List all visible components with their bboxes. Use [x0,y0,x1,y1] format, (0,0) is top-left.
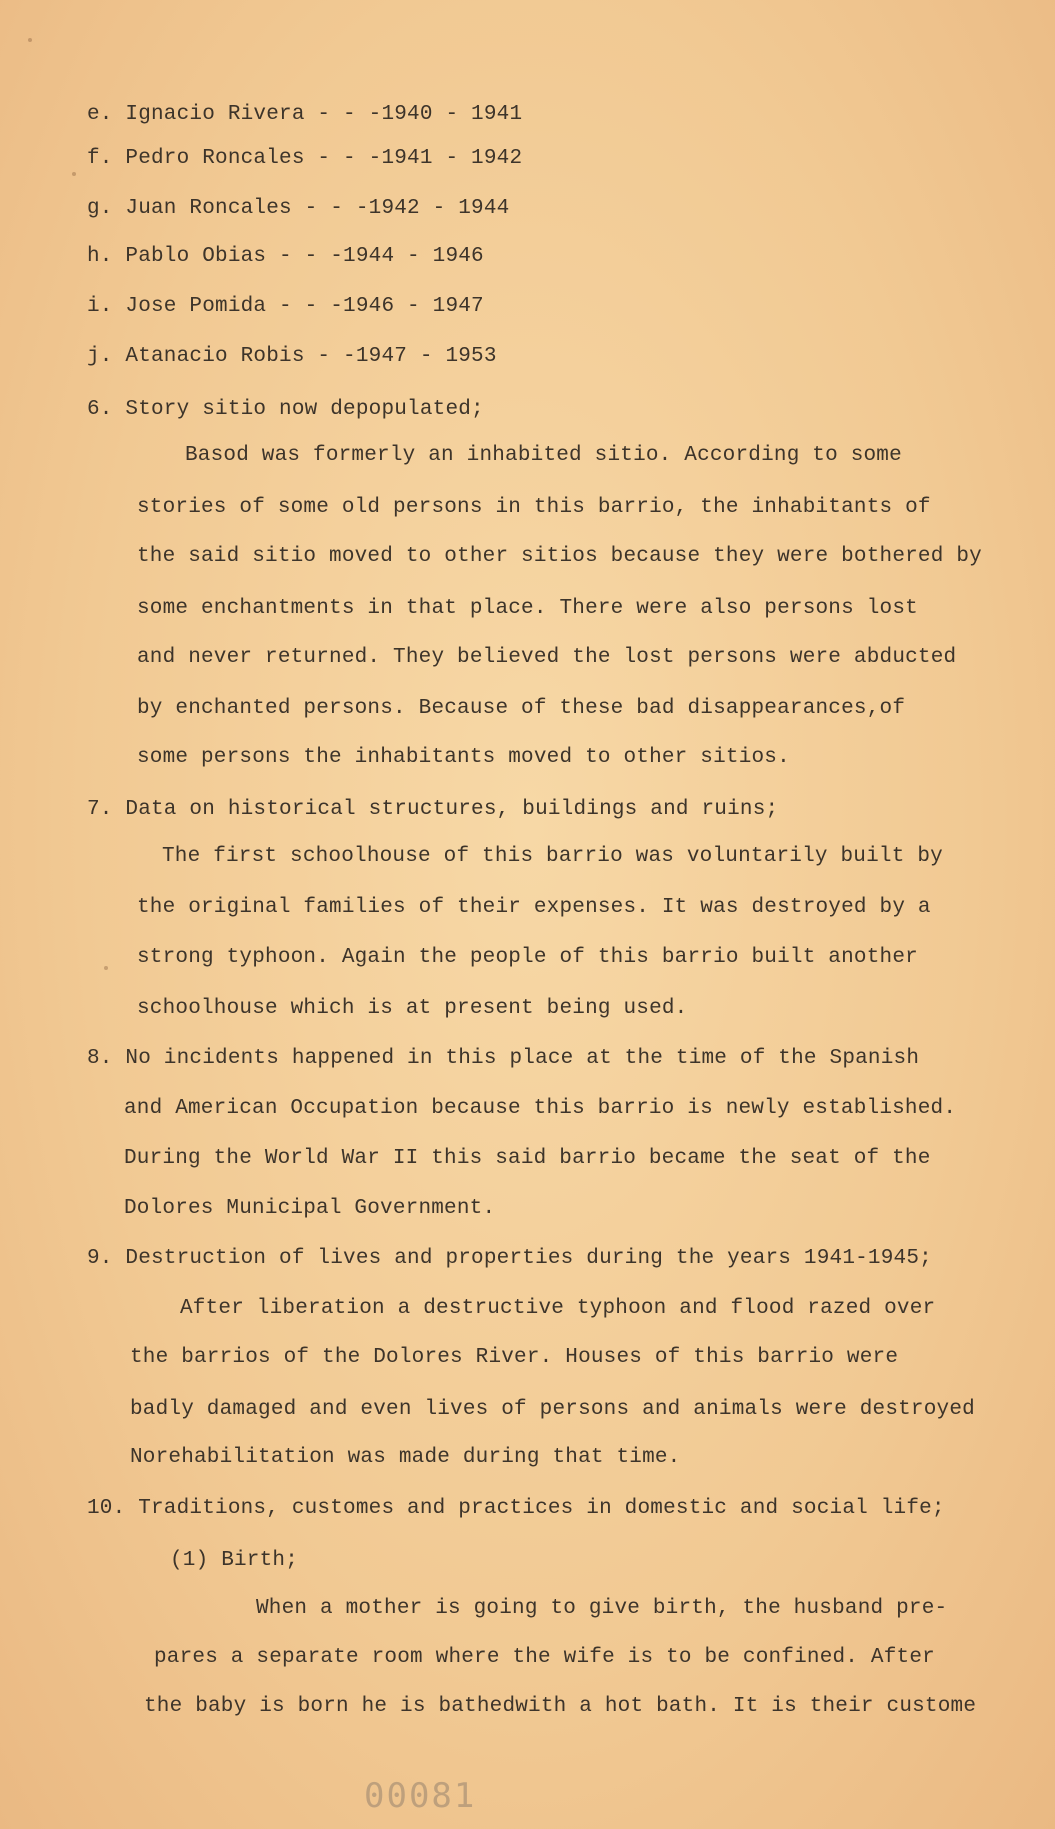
officer-line-f: f. Pedro Roncales - - -1941 - 1942 [87,147,523,170]
section-heading-9: 9. Destruction of lives and properties during the years 1941-1945; [87,1247,932,1270]
paragraph-line: Norehabilitation was made during that time. [130,1446,681,1469]
paragraph-line: by enchanted persons. Because of these bad disappearances,of [137,697,906,720]
paragraph-line: and American Occupation because this barrio is newly established. [124,1097,957,1120]
page-number-stamp: 00081 [364,1776,477,1816]
section-heading-10: 10. Traditions, customes and practices in domestic and social life; [87,1497,945,1520]
paragraph-line: strong typhoon. Again the people of this barrio built another [137,946,918,969]
paragraph-line: After liberation a destructive typhoon and flood razed over [180,1297,936,1320]
paragraph-line: the barrios of the Dolores River. Houses of this barrio were [130,1346,899,1369]
officer-line-h: h. Pablo Obias - - -1944 - 1946 [87,245,484,268]
paragraph-line: some enchantments in that place. There were also persons lost [137,597,918,620]
section-heading-7: 7. Data on historical structures, buildings and ruins; [87,798,779,821]
paragraph-line: During the World War II this said barrio became the seat of the [124,1147,931,1170]
paragraph-line: some persons the inhabitants moved to other sitios. [137,746,790,769]
officer-line-g: g. Juan Roncales - - -1942 - 1944 [87,197,510,220]
paragraph-line: stories of some old persons in this barrio, the inhabitants of [137,496,931,519]
subheading-birth: (1) Birth; [170,1549,299,1572]
paragraph-line: the said sitio moved to other sitios because they were bothered by [137,545,982,568]
paragraph-line: the baby is born he is bathedwith a hot bath. It is their custome [144,1695,977,1718]
paragraph-line: badly damaged and even lives of persons and animals were destroyed [130,1398,975,1421]
paper-speck [28,38,32,42]
paper-speck [72,172,76,176]
paragraph-line: Basod was formerly an inhabited sitio. According to some [185,444,902,467]
section-heading-8: 8. No incidents happened in this place at the time of the Spanish [87,1047,920,1070]
paragraph-line: schoolhouse which is at present being used. [137,997,688,1020]
paper-speck [104,966,108,970]
officer-line-i: i. Jose Pomida - - -1946 - 1947 [87,295,484,318]
officer-line-e: e. Ignacio Rivera - - -1940 - 1941 [87,103,523,126]
paragraph-line: pares a separate room where the wife is to be confined. After [154,1646,935,1669]
paragraph-line: the original families of their expenses. It was destroyed by a [137,896,931,919]
paragraph-line: and never returned. They believed the lost persons were abducted [137,646,957,669]
section-heading-6: 6. Story sitio now depopulated; [87,398,484,421]
paragraph-line: The first schoolhouse of this barrio was voluntarily built by [162,845,943,868]
paragraph-line: Dolores Municipal Government. [124,1197,496,1220]
officer-line-j: j. Atanacio Robis - -1947 - 1953 [87,345,497,368]
paragraph-line: When a mother is going to give birth, the husband pre- [256,1597,948,1620]
